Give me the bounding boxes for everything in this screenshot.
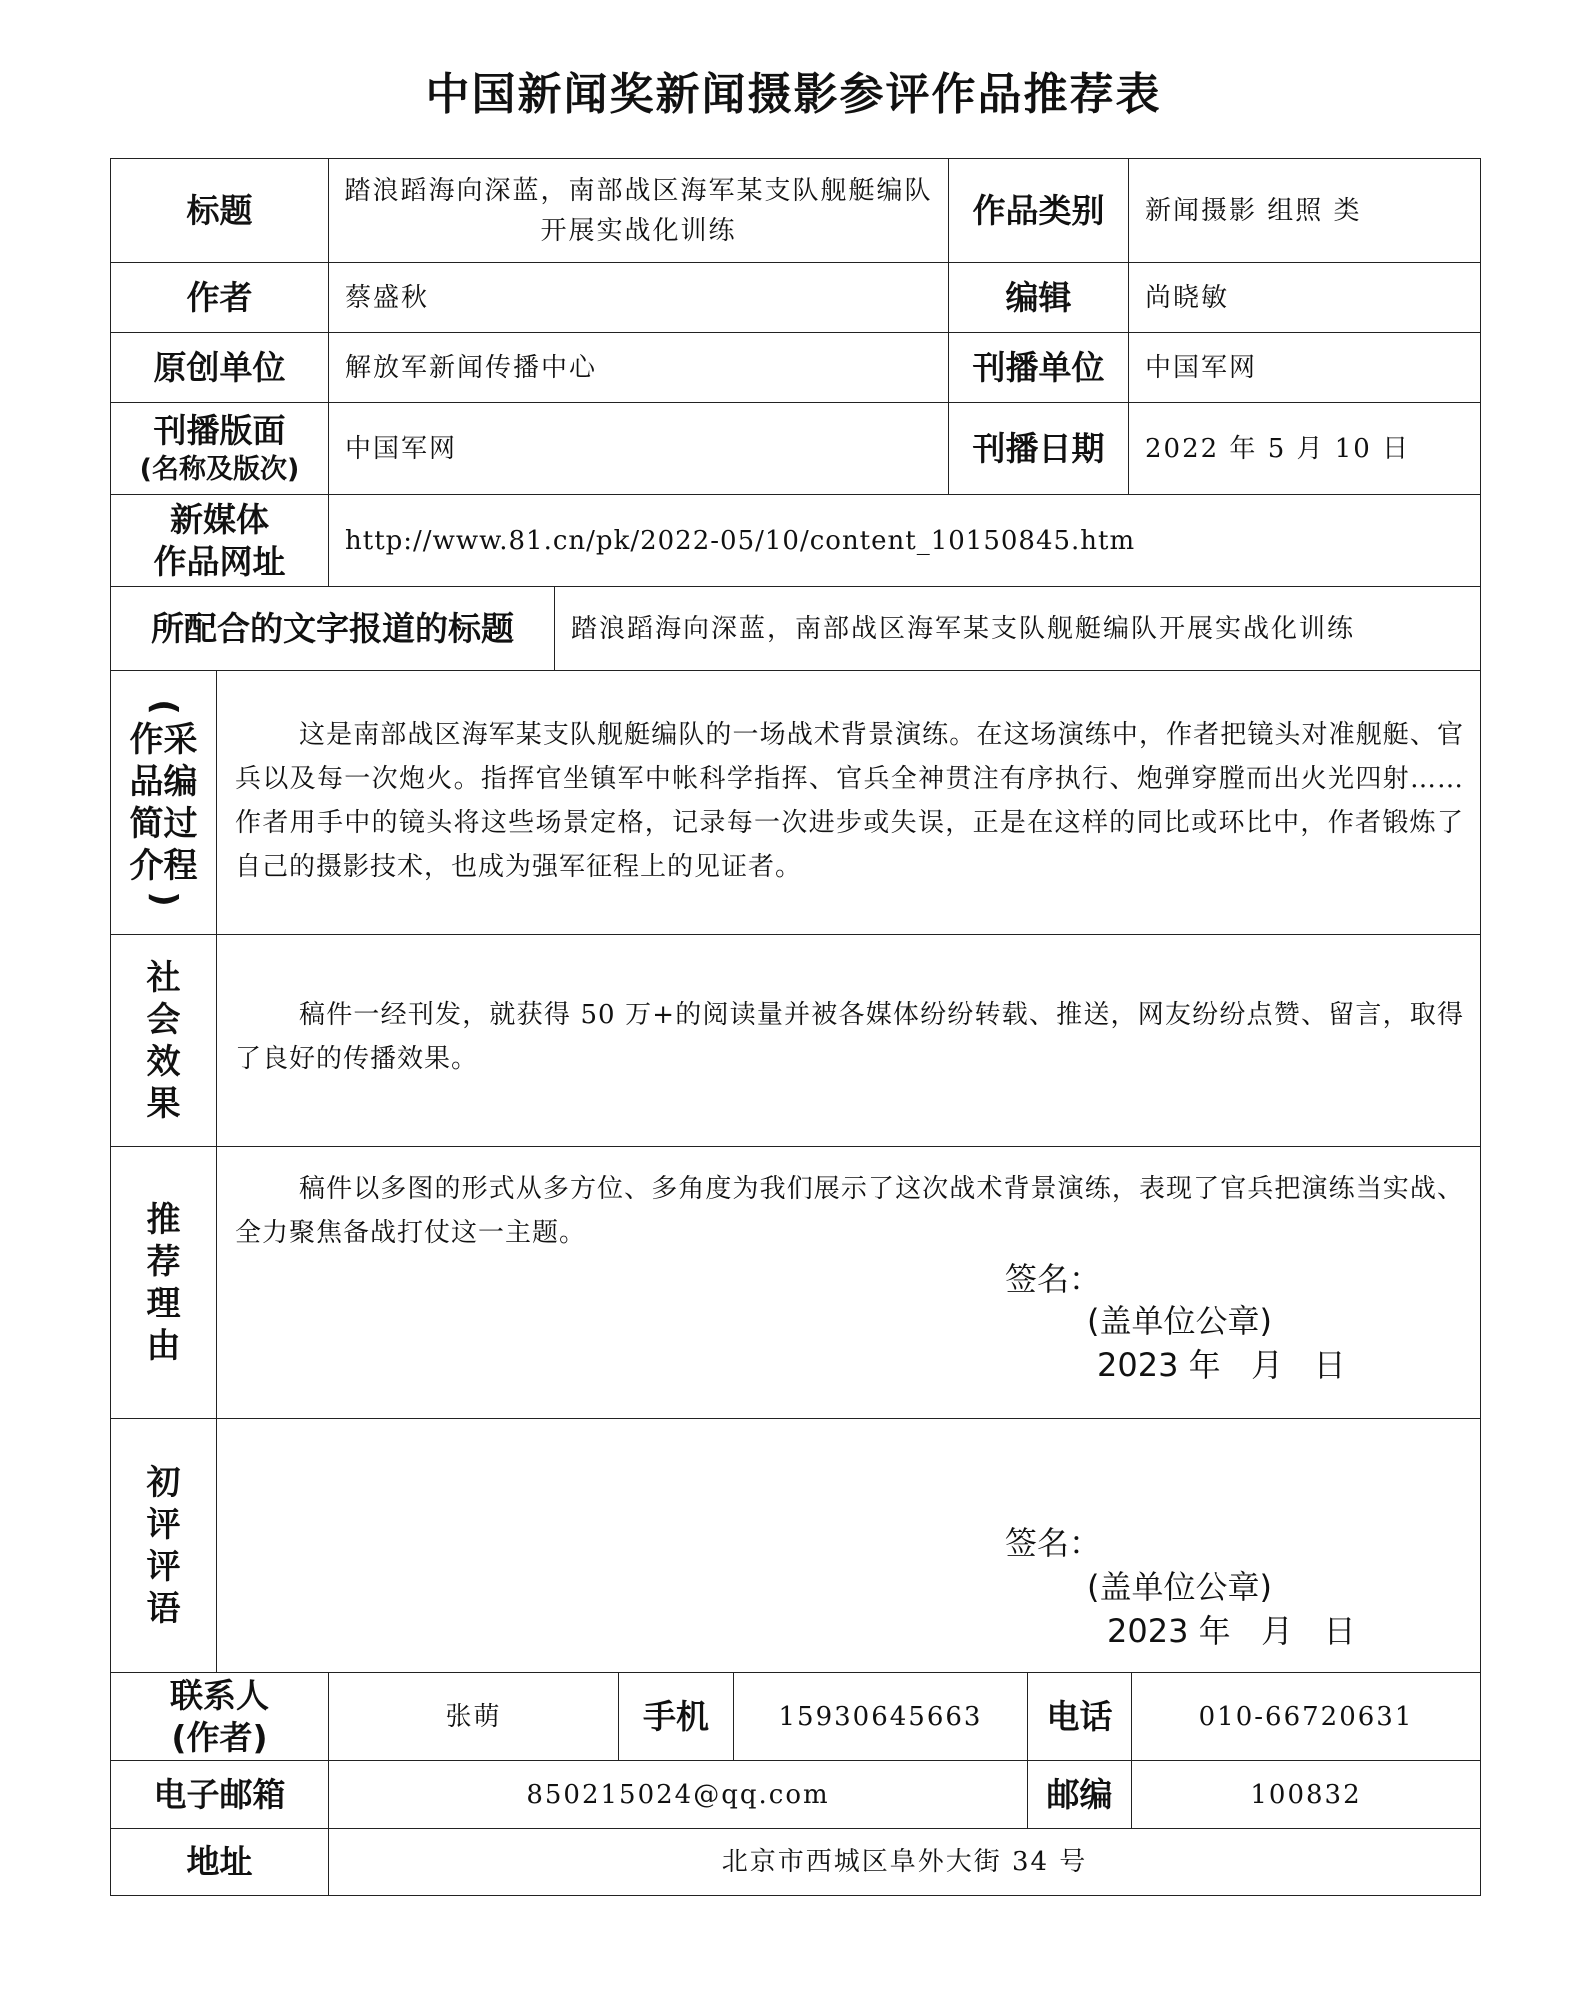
reason-text: 稿件以多图的形式从多方位、多角度为我们展示了这次战术背景演练，表现了官兵把演练当实战、全力聚焦备战打仗这一主题。 [235,1174,1464,1248]
row-layout [110,402,1481,495]
original-unit-value: 解放军新闻传播中心 [329,333,949,403]
reason-signature: 签名： [1005,1260,1102,1298]
contact-label-line2: (作者) [171,1718,268,1757]
process-text: 这是南部战区海军某支队舰艇编队的一场战术背景演练。在这场演练中，作者把镜头对准舰艇、官兵以及每一次炮火。指挥官坐镇军中帐科学指挥、官兵全神贯注有序执行、炮弹穿膛而出火光四射……作者用手中的镜头将这些场景定格，记录每一次进步或失误，正是在这样的同比或环比中，作者锻炼了自己的摄影技术，也成为强军征程上的见证者。 [235,720,1464,882]
publish-date-value: 2022 年 5 月 10 日 [1129,403,1481,495]
original-unit-label: 原创单位 [110,333,329,403]
process-char: 程 [163,846,198,886]
row-address [110,1828,1481,1896]
process-char: 编 [163,762,198,802]
layout-label-main: 刊播版面 [153,411,286,450]
review-signature: 签名： [1005,1524,1102,1562]
address-value: 北京市西城区阜外大街 34 号 [329,1829,1481,1895]
process-char: 简 [129,804,164,844]
postcode-value: 100832 [1132,1761,1481,1829]
layout-value: 中国军网 [329,403,949,495]
effect-content [217,935,1481,1147]
process-char: 介 [129,846,164,886]
process-label [110,671,217,935]
phone-value: 010-66720631 [1132,1673,1481,1761]
headline-value [329,159,949,263]
row-headline [110,158,1481,263]
editor-label: 编辑 [949,263,1129,333]
effect-text: 稿件一经刊发，就获得 50 万+的阅读量并被各媒体纷纷转载、推送，网友纷纷点赞、留言，取得了良好的传播效果。 [235,1000,1464,1074]
publish-unit-value: 中国军网 [1129,333,1481,403]
process-paren-bottom: ) [143,891,184,907]
email-label: 电子邮箱 [110,1761,329,1829]
phone-label: 电话 [1028,1673,1132,1761]
review-char: 初 [146,1463,181,1503]
row-process [110,670,1481,935]
row-author [110,262,1481,333]
editor-value: 尚晓敏 [1129,263,1481,333]
row-matching-title [110,586,1481,671]
author-value: 蔡盛秋 [329,263,949,333]
effect-char: 果 [146,1084,181,1124]
url-value: http://www.81.cn/pk/2022-05/10/content_10150845.htm [329,495,1481,587]
effect-char: 会 [146,1000,181,1040]
reason-label [110,1147,217,1419]
reason-seal: (盖单位公章) [1087,1302,1272,1340]
row-unit [110,332,1481,403]
review-label [110,1419,217,1673]
row-contact [110,1672,1481,1761]
row-reason [110,1146,1481,1419]
review-char: 评 [146,1547,181,1587]
process-content [217,671,1481,935]
effect-char: 社 [146,958,181,998]
form-title: 中国新闻奖新闻摄影参评作品推荐表 [425,69,1162,120]
address-label: 地址 [110,1829,329,1895]
review-seal: (盖单位公章) [1087,1568,1272,1606]
author-label: 作者 [110,263,329,333]
process-char: 作 [129,720,164,760]
mobile-label: 手机 [619,1673,734,1761]
row-effect [110,934,1481,1147]
process-char: 过 [163,804,198,844]
reason-char: 理 [146,1284,181,1324]
new-media-label [110,495,329,587]
process-label-columns [130,719,198,887]
process-paren-top: ( [143,699,184,715]
contact-value: 张萌 [329,1673,619,1761]
postcode-label: 邮编 [1028,1761,1132,1829]
reason-date: 2023 年 月 日 [1097,1346,1346,1384]
row-email [110,1760,1481,1829]
new-media-label-line2: 作品网址 [153,542,286,581]
contact-label [110,1673,329,1761]
review-char: 评 [146,1505,181,1545]
reason-char: 荐 [146,1242,181,1282]
row-url [110,494,1481,587]
recommendation-form [110,158,1481,1890]
category-value: 新闻摄影 组照 类 [1129,159,1481,263]
process-char: 品 [129,762,164,802]
headline-text: 踏浪蹈海向深蓝，南部战区海军某支队舰艇编队开展实战化训练 [344,176,933,246]
headline-label: 标题 [110,159,329,263]
effect-label [110,935,217,1147]
reason-char: 由 [146,1326,181,1366]
process-col-a [130,719,164,887]
reason-content [217,1147,1481,1419]
layout-label [110,403,329,495]
layout-label-note: (名称及版次) [139,454,300,485]
category-label: 作品类别 [949,159,1129,263]
row-review [110,1418,1481,1673]
new-media-label-line1: 新媒体 [170,500,269,539]
contact-label-line1: 联系人 [170,1676,269,1715]
matching-title-value: 踏浪蹈海向深蓝，南部战区海军某支队舰艇编队开展实战化训练 [555,587,1481,671]
process-col-b [164,719,198,887]
email-value: 850215024@qq.com [329,1761,1028,1829]
review-char: 语 [146,1589,181,1629]
effect-char: 效 [146,1042,181,1082]
publish-unit-label: 刊播单位 [949,333,1129,403]
process-char: 采 [163,720,198,760]
reason-char: 推 [146,1200,181,1240]
review-content [217,1419,1481,1673]
mobile-value: 15930645663 [734,1673,1028,1761]
review-date: 2023 年 月 日 [1107,1612,1356,1650]
publish-date-label: 刊播日期 [949,403,1129,495]
matching-title-label: 所配合的文字报道的标题 [110,587,555,671]
